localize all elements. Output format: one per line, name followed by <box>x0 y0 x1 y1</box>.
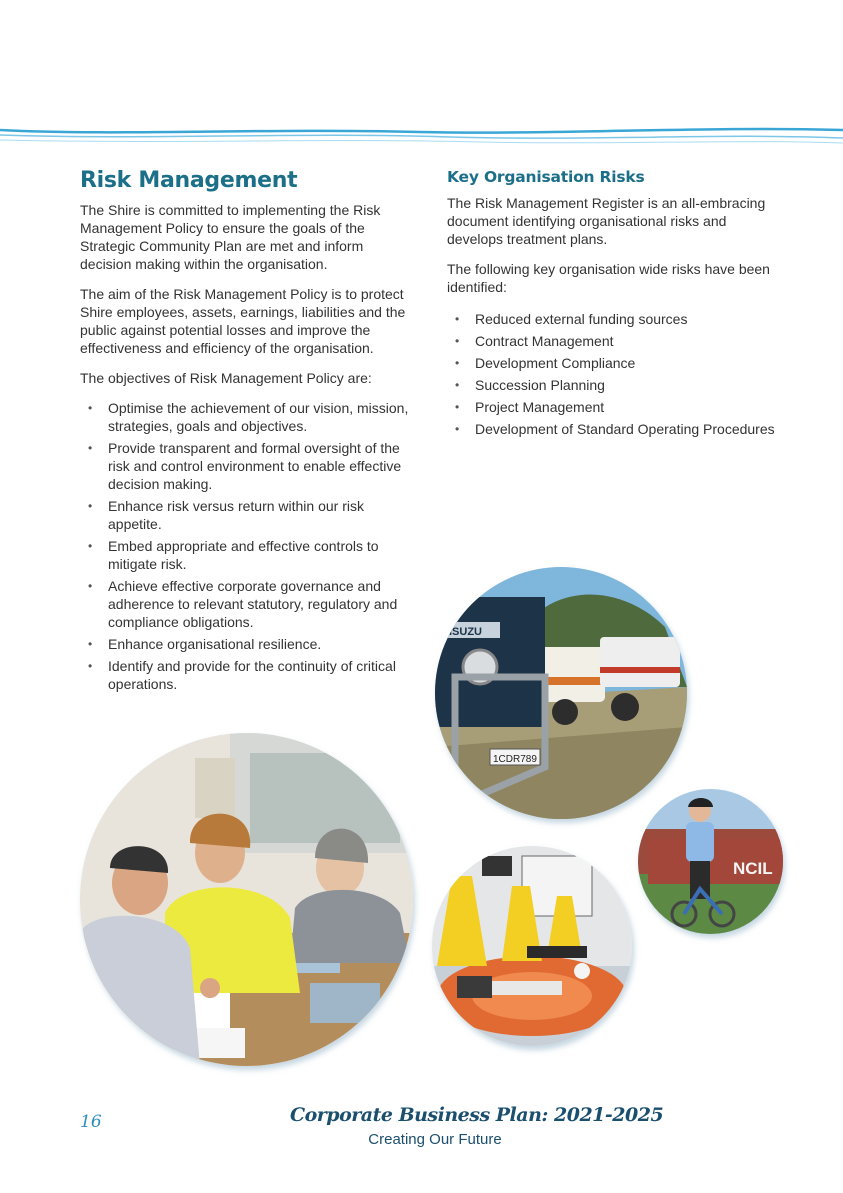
office-meeting-photo <box>80 733 413 1066</box>
list-item: • Development Compliance <box>447 354 777 372</box>
list-item: • Achieve effective corporate governance and adherence to relevant statutory, regulatory and compliance obligations. <box>80 577 418 631</box>
list-item: • Enhance risk versus return within our risk appetite. <box>80 497 418 533</box>
vehicle-plate-text: 1CDR789 <box>493 754 537 765</box>
identified-paragraph: The following key organisation wide risks have been identified: <box>447 261 770 295</box>
header-wave-decoration <box>0 118 843 154</box>
list-item: • Project Management <box>447 398 777 416</box>
council-sign-text: NCIL <box>733 859 773 878</box>
list-item: • Contract Management <box>447 332 777 350</box>
list-item: • Enhance organisational resilience. <box>80 635 418 653</box>
drone-photo <box>432 846 632 1046</box>
register-paragraph: The Risk Management Register is an all-embracing document identifying organisational risks and develops treatment plans. <box>447 195 766 247</box>
key-risks-heading: Key Organisation Risks <box>447 168 645 186</box>
list-item: • Provide transparent and formal oversight of the risk and control environment to enable effective decision making. <box>80 439 418 493</box>
risk-management-heading: Risk Management <box>80 168 298 193</box>
aim-paragraph: The aim of the Risk Management Policy is to protect Shire employees, assets, earnings, liabilities and the public against potential losses and improve the effectiveness and efficiency of the organisation. <box>80 286 406 356</box>
list-item: • Optimise the achievement of our vision, mission, strategies, goals and objectives. <box>80 399 418 435</box>
footer-subtitle: Creating Our Future <box>368 1131 502 1148</box>
key-risks-list <box>447 310 777 438</box>
footer-title: Corporate Business Plan: 2021-2025 <box>290 1104 664 1126</box>
risk-management-section <box>80 168 418 697</box>
list-item: • Identify and provide for the continuity of critical operations. <box>80 657 418 693</box>
key-risks-section <box>447 168 777 442</box>
objectives-paragraph: The objectives of Risk Management Policy are: <box>80 370 372 386</box>
objectives-list <box>80 399 418 693</box>
intro-paragraph: The Shire is committed to implementing the Risk Management Policy to ensure the goals of the Strategic Community Plan are met and inform decision making within the organisation. <box>80 202 381 272</box>
list-item: • Embed appropriate and effective controls to mitigate risk. <box>80 537 418 573</box>
list-item: • Development of Standard Operating Procedures <box>447 420 777 438</box>
vehicle-brand-text: ISUZU <box>449 626 482 638</box>
list-item: • Reduced external funding sources <box>447 310 777 328</box>
vehicles-photo <box>435 567 687 819</box>
page-number: 16 <box>80 1112 102 1132</box>
list-item: • Succession Planning <box>447 376 777 394</box>
cyclist-photo <box>638 789 783 934</box>
